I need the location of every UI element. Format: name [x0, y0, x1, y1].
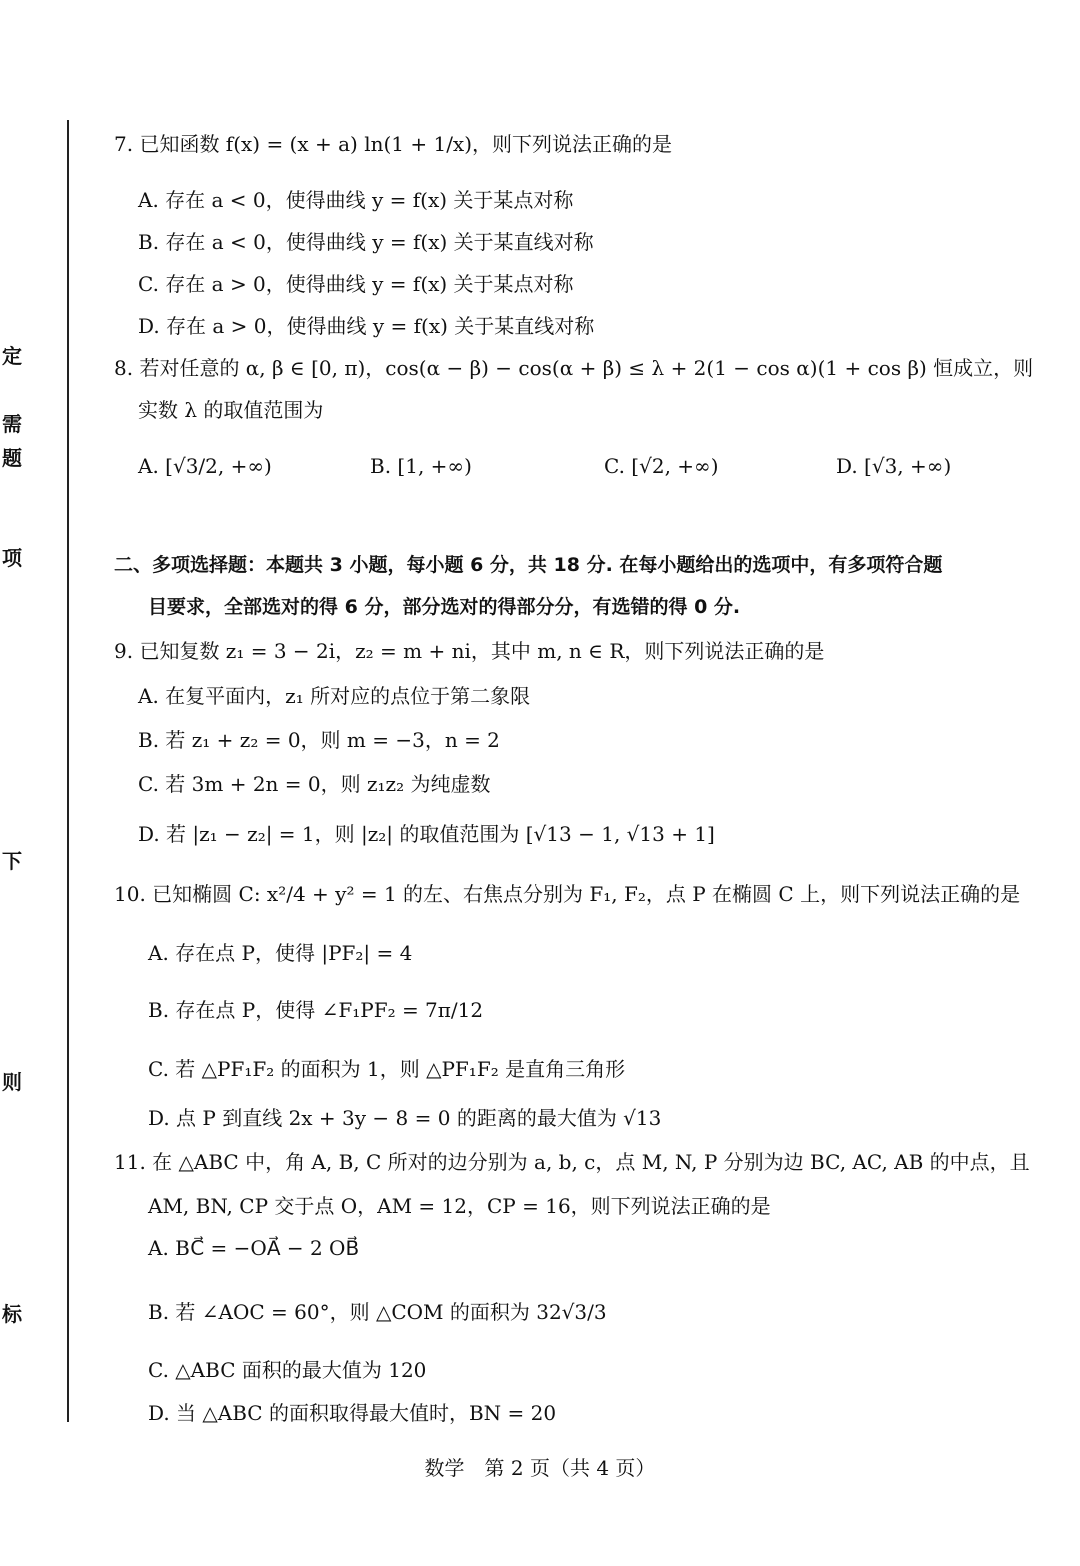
q9-option-a: A. 在复平面内，z₁ 所对应的点位于第二象限: [138, 684, 531, 708]
q11-option-d: D. 当 △ABC 的面积取得最大值时，BN = 20: [148, 1401, 557, 1425]
margin-char: 下: [2, 849, 22, 873]
q7-option-d: D. 存在 a > 0，使得曲线 y = f(x) 关于某直线对称: [138, 314, 595, 338]
binding-line: [67, 120, 69, 1422]
q8-option-a: A. [√3/2, +∞): [138, 454, 272, 478]
margin-char: 定: [2, 344, 22, 368]
binding-margin: [0, 0, 40, 1566]
q9-option-c: C. 若 3m + 2n = 0，则 z₁z₂ 为纯虚数: [138, 772, 491, 796]
q8-option-b: B. [1, +∞): [370, 454, 472, 478]
q8-option-c: C. [√2, +∞): [604, 454, 719, 478]
q7-option-b: B. 存在 a < 0，使得曲线 y = f(x) 关于某直线对称: [138, 230, 594, 254]
q11-stem-line1: 11. 在 △ABC 中，角 A, B, C 所对的边分别为 a, b, c，点 M, N, P 分别为边 BC, AC, AB 的中点，且: [114, 1150, 1030, 1174]
q10-stem: 10. 已知椭圆 C: x²/4 + y² = 1 的左、右焦点分别为 F₁, F₂，点 P 在椭圆 C 上，则下列说法正确的是: [114, 882, 1021, 906]
q11-option-b: B. 若 ∠AOC = 60°，则 △COM 的面积为 32√3/3: [148, 1300, 607, 1324]
q10-option-b: B. 存在点 P，使得 ∠F₁PF₂ = 7π/12: [148, 998, 484, 1022]
q9-option-b: B. 若 z₁ + z₂ = 0，则 m = −3，n = 2: [138, 728, 500, 752]
q8-stem-line2: 实数 λ 的取值范围为: [138, 398, 324, 422]
margin-char: 项: [2, 546, 22, 570]
q10-option-d: D. 点 P 到直线 2x + 3y − 8 = 0 的距离的最大值为 √13: [148, 1106, 662, 1130]
q9-stem: 9. 已知复数 z₁ = 3 − 2i，z₂ = m + ni，其中 m, n ∈ R，则下列说法正确的是: [114, 639, 825, 663]
section2-heading-line1: 二、多项选择题：本题共 3 小题，每小题 6 分，共 18 分. 在每小题给出的选项中，有多项符合题: [114, 554, 943, 576]
q8-option-d: D. [√3, +∞): [836, 454, 952, 478]
page-footer: 数学 第 2 页（共 4 页）: [424, 1456, 656, 1480]
q11-option-c: C. △ABC 面积的最大值为 120: [148, 1358, 427, 1382]
q10-option-c: C. 若 △PF₁F₂ 的面积为 1，则 △PF₁F₂ 是直角三角形: [148, 1057, 626, 1081]
q7-option-a: A. 存在 a < 0，使得曲线 y = f(x) 关于某点对称: [138, 188, 574, 212]
q8-stem-line1: 8. 若对任意的 α, β ∈ [0, π)，cos(α − β) − cos(α + β) ≤ λ + 2(1 − cos α)(1 + cos β) 恒成立，则: [114, 356, 1034, 380]
q9-option-d: D. 若 |z₁ − z₂| = 1，则 |z₂| 的取值范围为 [√13 − 1, √13 + 1]: [138, 822, 715, 846]
q11-option-a: A. BC⃗ = −OA⃗ − 2 OB⃗: [148, 1236, 360, 1260]
q7-stem: 7. 已知函数 f(x) = (x + a) ln(1 + 1/x)，则下列说法正确的是: [114, 132, 673, 156]
q11-stem-line2: AM, BN, CP 交于点 O，AM = 12，CP = 16，则下列说法正确的是: [148, 1194, 771, 1218]
margin-char: 需: [2, 412, 22, 436]
margin-char: 标: [2, 1302, 22, 1326]
q10-option-a: A. 存在点 P，使得 |PF₂| = 4: [148, 941, 413, 965]
section2-heading-line2: 目要求，全部选对的得 6 分，部分选对的得部分分，有选错的得 0 分.: [148, 596, 741, 618]
q7-option-c: C. 存在 a > 0，使得曲线 y = f(x) 关于某点对称: [138, 272, 574, 296]
margin-char: 则: [2, 1070, 22, 1094]
margin-char: 题: [2, 446, 22, 470]
